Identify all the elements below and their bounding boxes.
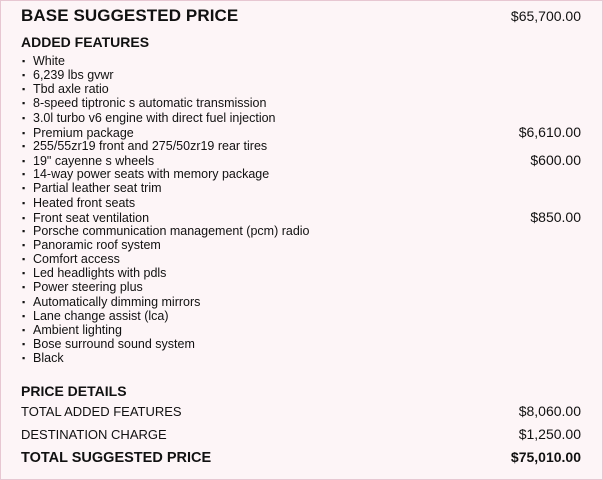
feature-item-left — [22, 111, 276, 126]
bullet-icon: ▪ — [22, 112, 26, 123]
bullet-icon: ▪ — [22, 310, 26, 321]
feature-item-left — [22, 68, 114, 83]
total-suggested-price-value: $75,010.00 — [510, 449, 581, 465]
feature-item — [22, 167, 581, 182]
feature-item-label: Bose surround sound system — [33, 337, 195, 351]
feature-item-label: White — [33, 54, 65, 68]
total-suggested-price-row — [21, 449, 581, 466]
bullet-icon: ▪ — [22, 197, 26, 208]
bullet-icon: ▪ — [22, 268, 26, 279]
bullet-icon: ▪ — [22, 183, 26, 194]
feature-item-label: Black — [33, 351, 64, 366]
feature-item — [22, 266, 581, 281]
feature-item-label: 255/55zr19 front and 275/50zr19 rear tires — [33, 138, 268, 153]
bullet-icon: ▪ — [22, 127, 26, 138]
feature-item-left — [22, 309, 169, 324]
feature-item-label: 19" cayenne s wheels — [33, 154, 155, 169]
feature-item-price: $600.00 — [530, 152, 581, 169]
bullet-icon: ▪ — [22, 324, 26, 335]
feature-item-label: Porsche communication management (pcm) radio — [33, 223, 310, 238]
feature-item-left — [22, 323, 122, 338]
bullet-icon: ▪ — [22, 98, 26, 109]
total-added-features-label: TOTAL ADDED FEATURES — [21, 404, 182, 419]
feature-item-label: Comfort access — [33, 252, 120, 267]
feature-item — [22, 196, 581, 211]
bullet-icon: ▪ — [22, 212, 26, 223]
feature-item — [22, 111, 581, 126]
feature-item — [22, 323, 581, 338]
feature-item-label: Power steering plus — [33, 280, 143, 295]
total-added-features-price: $8,060.00 — [518, 403, 581, 419]
feature-item-label: 8-speed tiptronic s automatic transmission — [33, 96, 267, 111]
feature-item — [22, 181, 581, 196]
bullet-icon: ▪ — [22, 84, 26, 95]
destination-charge-label: DESTINATION CHARGE — [21, 427, 167, 442]
feature-item-label: Lane change assist (lca) — [33, 308, 169, 323]
price-details-heading: PRICE DETAILS — [21, 383, 127, 399]
feature-item — [22, 295, 581, 310]
feature-item-left — [22, 82, 109, 97]
feature-item-label: Led headlights with pdls — [33, 266, 167, 281]
feature-item — [22, 351, 581, 366]
bullet-icon: ▪ — [22, 353, 26, 364]
base-price-row — [21, 6, 581, 26]
feature-item-left — [22, 238, 161, 253]
feature-item — [22, 96, 581, 111]
total-suggested-price-label: TOTAL SUGGESTED PRICE — [21, 450, 212, 466]
feature-item-label: 14-way power seats with memory package — [33, 167, 270, 182]
feature-item — [22, 68, 581, 83]
base-price-value: $65,700.00 — [510, 8, 581, 24]
feature-item-price: $6,610.00 — [518, 123, 581, 140]
bullet-icon: ▪ — [22, 140, 26, 151]
feature-item-label: Premium package — [33, 125, 134, 140]
feature-item-left — [22, 337, 195, 352]
bullet-icon: ▪ — [22, 70, 26, 81]
feature-item-label: Tbd axle ratio — [33, 82, 109, 97]
feature-item — [22, 54, 581, 69]
feature-item-label: Ambient lighting — [33, 322, 122, 337]
feature-item — [22, 280, 581, 295]
feature-item-left — [22, 54, 65, 69]
feature-item-price: $850.00 — [530, 208, 581, 225]
feature-item-left — [22, 295, 200, 310]
feature-item — [22, 139, 581, 154]
feature-item-label: Panoramic roof system — [33, 237, 161, 252]
feature-item-left — [22, 224, 310, 239]
feature-item — [22, 238, 581, 253]
feature-item — [22, 82, 581, 97]
bullet-icon: ▪ — [22, 254, 26, 265]
base-price-label: BASE SUGGESTED PRICE — [21, 6, 239, 25]
bullet-icon: ▪ — [22, 239, 26, 250]
bullet-icon: ▪ — [22, 282, 26, 293]
bullet-icon: ▪ — [22, 296, 26, 307]
feature-item-left — [22, 96, 266, 111]
feature-item-label: Front seat ventilation — [33, 210, 150, 225]
added-features-heading: ADDED FEATURES — [21, 34, 150, 50]
bullet-icon: ▪ — [22, 169, 26, 180]
feature-item-left — [22, 351, 64, 366]
bullet-icon: ▪ — [22, 56, 26, 66]
feature-item-label: Automatically dimming mirrors — [33, 294, 201, 309]
bullet-icon: ▪ — [22, 225, 26, 236]
feature-item — [22, 252, 581, 267]
feature-item-label: 3.0l turbo v6 engine with direct fuel injection — [33, 110, 276, 125]
feature-item-left — [22, 280, 143, 295]
destination-charge-price: $1,250.00 — [518, 426, 581, 442]
feature-item-left — [22, 266, 166, 281]
feature-item — [22, 224, 581, 239]
feature-item — [22, 337, 581, 352]
destination-charge-row — [21, 426, 581, 442]
feature-item-left — [22, 196, 135, 211]
feature-item-label: Partial leather seat trim — [33, 181, 162, 196]
feature-item-label: Heated front seats — [33, 195, 136, 210]
bullet-icon: ▪ — [22, 156, 26, 167]
feature-item-label: 6,239 lbs gvwr — [33, 68, 114, 83]
bullet-icon: ▪ — [22, 339, 26, 349]
feature-item-left — [22, 167, 269, 182]
feature-item — [22, 309, 581, 324]
feature-item-left — [22, 252, 120, 267]
total-added-features-row — [21, 403, 581, 419]
feature-item-left — [22, 181, 162, 196]
feature-item-left — [22, 139, 267, 154]
